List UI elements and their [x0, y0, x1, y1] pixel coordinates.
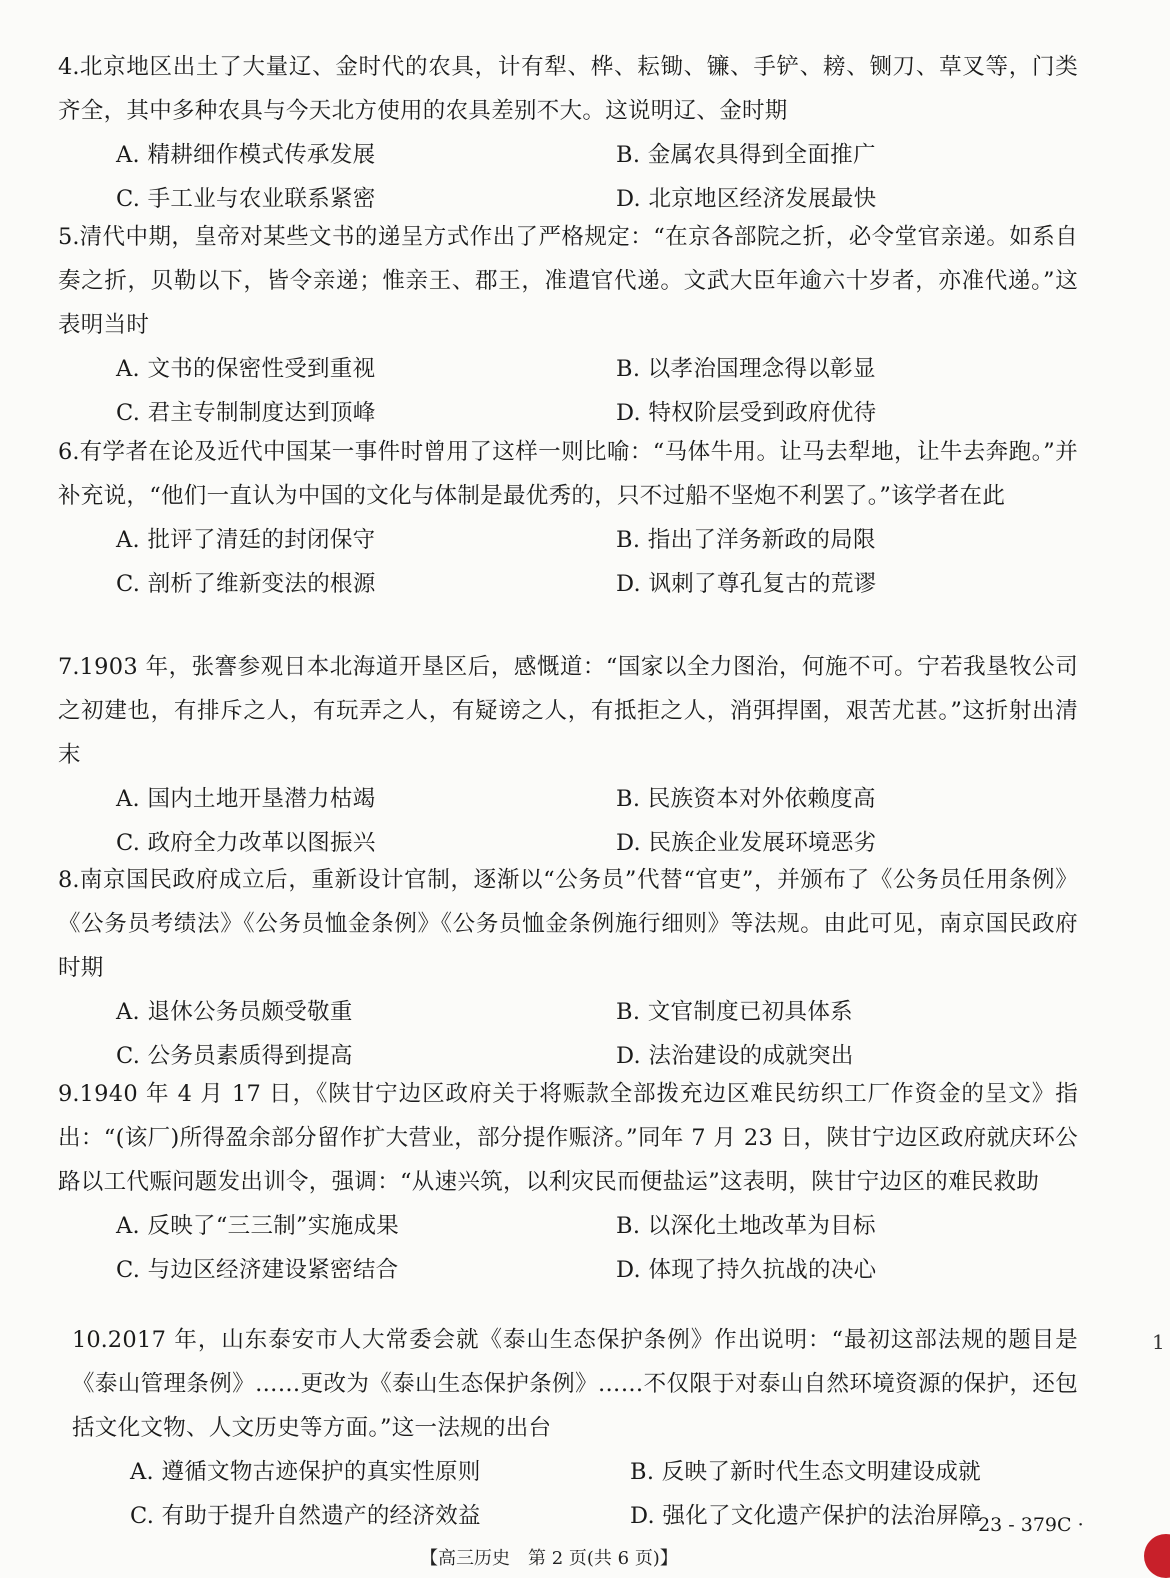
paper-code: · 23 - 379C ·: [966, 1514, 1084, 1536]
option-d[interactable]: D. 讽刺了尊孔复古的荒谬: [616, 571, 877, 597]
option-a[interactable]: A. 国内土地开垦潜力枯竭: [116, 786, 376, 812]
question-5: [58, 215, 1078, 435]
option-c[interactable]: C. 剖析了维新变法的根源: [116, 571, 376, 597]
question-text: 1940 年 4 月 17 日，《陕甘宁边区政府关于将赈款全部拨充边区难民纺织工厂作资金的呈文》指出：“(该厂)所得盈余部分留作扩大营业，部分提作赈济。”同年 7 月 23 日，陕甘宁边区政府就庆环公路以工代赈问题发出训令，强调：“从速兴筑，以利灾民而便盐运”这表明，陕甘宁边区的难民救助: [58, 1081, 1078, 1195]
question-text: 南京国民政府成立后，重新设计官制，逐渐以“公务员”代替“官吏”，并颁布了《公务员任用条例》《公务员考绩法》《公务员恤金条例》《公务员恤金条例施行细则》等法规。由此可见，南京国民政府时期: [58, 867, 1078, 981]
edge-mark: 1: [1152, 1330, 1165, 1354]
corner-mark: [1144, 1534, 1170, 1578]
question-text: 北京地区出土了大量辽、金时代的农具，计有犁、桦、耘锄、镰、手铲、耪、铡刀、草叉等，门类齐全，其中多种农具与今天北方使用的农具差别不大。这说明辽、金时期: [58, 54, 1078, 124]
option-c[interactable]: C. 公务员素质得到提高: [116, 1043, 353, 1069]
option-d[interactable]: D. 体现了持久抗战的决心: [616, 1257, 877, 1283]
question-stem: [58, 430, 1078, 518]
option-d[interactable]: D. 强化了文化遗产保护的法治屏障: [630, 1503, 982, 1529]
question-7: [58, 645, 1078, 865]
question-number: 10.: [72, 1327, 108, 1353]
option-b[interactable]: B. 以孝治国理念得以彰显: [616, 356, 876, 382]
question-8: [58, 858, 1078, 1078]
option-c[interactable]: C. 君主专制制度达到顶峰: [116, 400, 376, 426]
option-b[interactable]: B. 金属农具得到全面推广: [616, 142, 876, 168]
option-b[interactable]: B. 文官制度已初具体系: [616, 999, 853, 1025]
option-a[interactable]: A. 精耕细作模式传承发展: [116, 142, 376, 168]
question-number: 9.: [58, 1081, 80, 1107]
option-d[interactable]: D. 法治建设的成就突出: [616, 1043, 854, 1069]
question-stem: [58, 215, 1078, 347]
option-b[interactable]: B. 民族资本对外依赖度高: [616, 786, 876, 812]
question-number: 5.: [58, 224, 80, 250]
option-a[interactable]: A. 遵循文物古迹保护的真实性原则: [130, 1459, 481, 1485]
question-text: 1903 年，张謇参观日本北海道开垦区后，感慨道：“国家以全力图治，何施不可。宁若我垦牧公司之初建也，有排斥之人，有玩弄之人，有疑谤之人，有抵拒之人，消弭捍圉，艰苦尤甚。”这折射出清末: [58, 654, 1078, 768]
option-c[interactable]: C. 有助于提升自然遗产的经济效益: [130, 1503, 481, 1529]
option-c[interactable]: C. 政府全力改革以图振兴: [116, 830, 376, 856]
page-footer: 【高三历史 第 2 页(共 6 页)】: [420, 1548, 678, 1569]
option-c[interactable]: C. 与边区经济建设紧密结合: [116, 1257, 399, 1283]
option-d[interactable]: D. 特权阶层受到政府优待: [616, 400, 877, 426]
question-text: 有学者在论及近代中国某一事件时曾用了这样一则比喻：“马体牛用。让马去犁地，让牛去奔跑。”并补充说，“他们一直认为中国的文化与体制是最优秀的，只不过船不坚炮不利罢了。”该学者在此: [58, 439, 1078, 509]
question-stem: [58, 858, 1078, 990]
question-stem: [58, 1072, 1078, 1204]
question-text: 清代中期，皇帝对某些文书的递呈方式作出了严格规定：“在京各部院之折，必令堂官亲递。如系自奏之折，贝勒以下，皆令亲递；惟亲王、郡王，准遣官代递。文武大臣年逾六十岁者，亦准代递。”这表明当时: [58, 224, 1078, 338]
question-stem: [58, 45, 1078, 133]
option-b[interactable]: B. 反映了新时代生态文明建设成就: [630, 1459, 981, 1485]
options: [58, 1204, 1078, 1292]
option-c[interactable]: C. 手工业与农业联系紧密: [116, 186, 376, 212]
option-d[interactable]: D. 民族企业发展环境恶劣: [616, 830, 877, 856]
question-number: 4.: [58, 54, 80, 80]
option-a[interactable]: A. 批评了清廷的封闭保守: [116, 527, 376, 553]
options: [58, 347, 1078, 435]
option-d[interactable]: D. 北京地区经济发展最快: [616, 186, 877, 212]
question-number: 7.: [58, 654, 80, 680]
question-stem: [72, 1318, 1078, 1450]
question-6: [58, 430, 1078, 606]
options: [58, 990, 1078, 1078]
option-a[interactable]: A. 退休公务员颇受敬重: [116, 999, 353, 1025]
question-4: [58, 45, 1078, 221]
question-number: 8.: [58, 867, 80, 893]
option-a[interactable]: A. 反映了“三三制”实施成果: [116, 1213, 400, 1239]
question-text: 2017 年，山东泰安市人大常委会就《泰山生态保护条例》作出说明：“最初这部法规的题目是《泰山管理条例》……更改为《泰山生态保护条例》……不仅限于对泰山自然环境资源的保护，还包括文化文物、人文历史等方面。”这一法规的出台: [72, 1327, 1078, 1441]
question-number: 6.: [58, 439, 80, 465]
option-b[interactable]: B. 以深化土地改革为目标: [616, 1213, 876, 1239]
question-9: [58, 1072, 1078, 1292]
question-stem: [58, 645, 1078, 777]
options: [58, 133, 1078, 221]
option-a[interactable]: A. 文书的保密性受到重视: [116, 356, 376, 382]
options: [58, 518, 1078, 606]
option-b[interactable]: B. 指出了洋务新政的局限: [616, 527, 876, 553]
options: [72, 1450, 1078, 1538]
options: [58, 777, 1078, 865]
question-10: [72, 1318, 1078, 1538]
